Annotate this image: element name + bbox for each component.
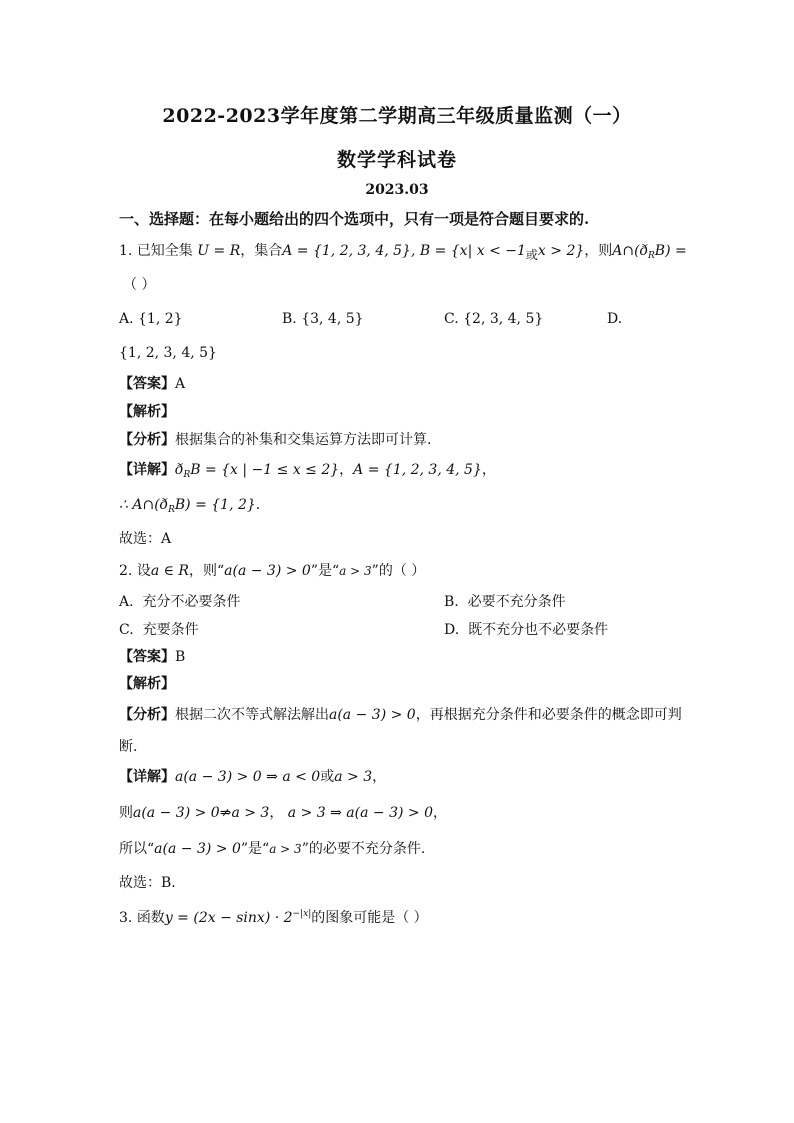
q2-xiangjie-line2: 则a(a − 3) > 0⇒a > 3， a > 3 ⇒ a(a − 3) > 0，: [119, 805, 447, 821]
q2-choice: 故选：B.: [119, 875, 176, 891]
q2-answer: 【答案】B: [119, 649, 186, 665]
q2-fenxi-line1: 【分析】根据二次不等式解法解出a(a − 3) > 0，再根据充分条件和必要条件的概念即可判: [119, 707, 682, 723]
q1-choice: 故选：A: [119, 531, 172, 547]
q2-fenxi-line2: 断.: [119, 739, 138, 755]
q1-xiangjie-line1: 【详解】$ð_RB = \{x$ | −1 ≤ x ≤ 2}，A = {1, 2, 3, 4, 5}，: [119, 462, 496, 480]
q1-option-a: A. {1, 2}: [119, 311, 183, 327]
q1-answer: 【答案】A: [119, 376, 186, 392]
q2-option-b: B. 必要不充分条件: [444, 594, 566, 610]
exam-title: 2022-2023学年度第二学期高三年级质量监测（一）: [162, 105, 632, 127]
q1-answer-paren: （ ）: [123, 277, 156, 293]
q2-option-c: C. 充要条件: [119, 622, 199, 638]
q2-xiangjie-line3: 所以“a(a − 3) > 0”是“a > 3”的必要不充分条件.: [119, 841, 426, 857]
q1-set-b: , B = {x| x < −1: [410, 243, 526, 259]
q3-function: y = (2x − sinx) · 2: [164, 910, 293, 926]
q1-option-d-value: {1, 2, 3, 4, 5}: [119, 345, 217, 361]
exam-date: 2023.03: [365, 182, 429, 198]
q2-xiangjie-line1: 【详解】a(a − 3) > 0 ⇒ a < 0或a > 3，: [119, 769, 387, 785]
q1-option-b: B. {3, 4, 5}: [282, 311, 364, 327]
q1-stem: 1. 已知全集 U = R，集合A = {1, 2, 3, 4, 5}, B = {x| x < −1或x > 2}，则$A\cap(ð_RB)$ =: [119, 243, 687, 262]
section-heading-choice: 一、选择题：在每小题给出的四个选项中，只有一项是符合题目要求的.: [119, 210, 590, 228]
q1-option-c: C. {2, 3, 4, 5}: [444, 311, 544, 327]
q2-analysis-heading: 【解析】: [119, 676, 175, 692]
q3-number: 3.: [119, 910, 133, 926]
q1-analysis-heading: 【解析】: [119, 404, 175, 420]
not-implies-icon: ⇒: [219, 805, 232, 821]
q1-expression: $A\cap(ð_RB)$ =: [612, 243, 687, 261]
q3-stem: 3. 函数$y = (2x - \sin x) \cdot 2^{-|x|}$的图象可能是（ ）: [119, 909, 428, 926]
q2-option-d: D. 既不充分也不必要条件: [444, 622, 609, 638]
q1-fenxi: 【分析】根据集合的补集和交集运算方法即可计算.: [119, 432, 432, 448]
q1-option-d-label: D.: [607, 311, 623, 327]
q1-number: 1.: [119, 243, 133, 259]
q2-number: 2.: [119, 563, 133, 579]
q2-option-a: A. 充分不必要条件: [119, 594, 241, 610]
q1-xiangjie-line2: ∴ $A\cap(ð_RB) = \{1$, 2}.: [119, 497, 261, 515]
exam-subtitle: 数学学科试卷: [336, 149, 457, 171]
q1-set-a: A = {1, 2, 3, 4, 5}: [282, 243, 411, 259]
q2-stem: 2. 设a ∈ R，则“a(a − 3) > 0”是“a > 3”的（ ）: [119, 563, 426, 579]
q1-universal-set: U = R: [197, 243, 241, 259]
